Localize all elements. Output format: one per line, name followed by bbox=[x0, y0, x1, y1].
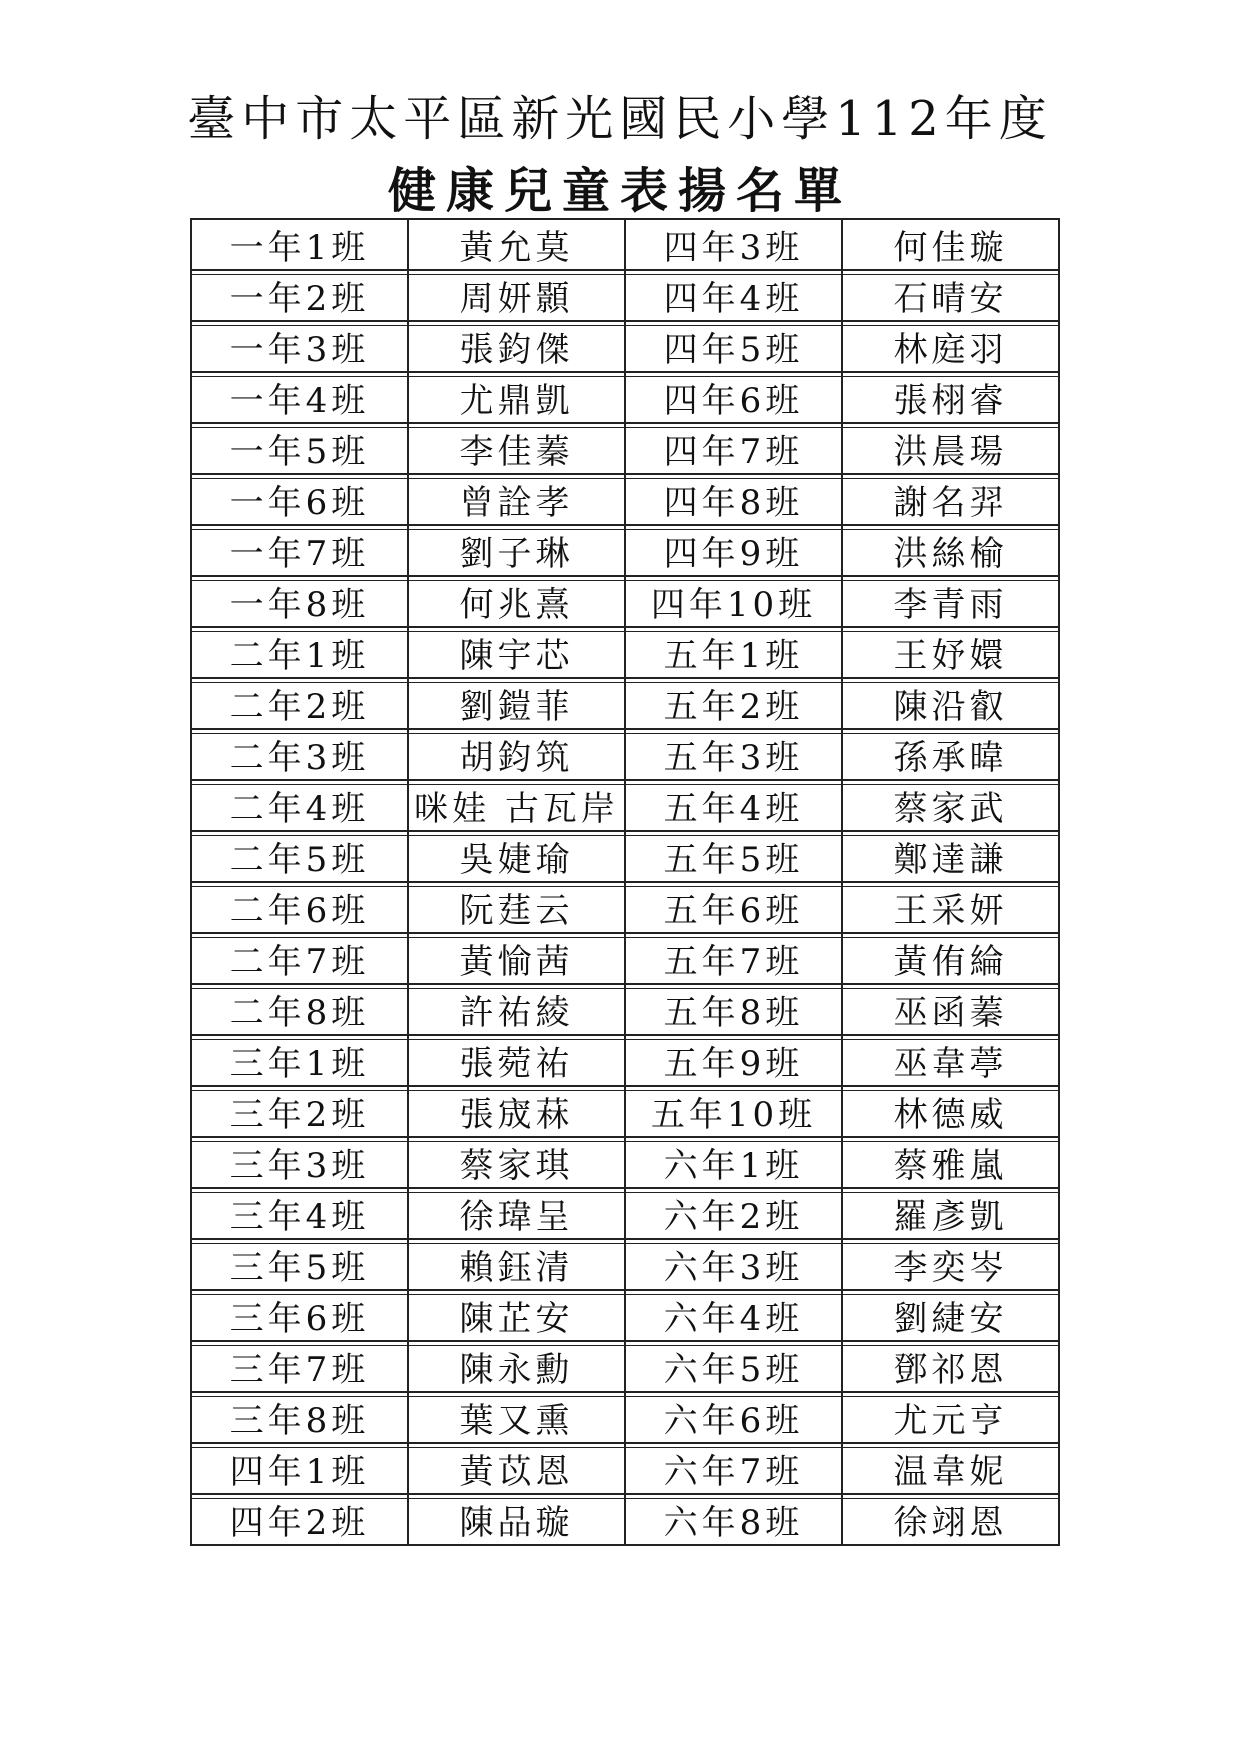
class-cell: 四年1班 bbox=[190, 1442, 407, 1493]
class-cell: 四年4班 bbox=[624, 269, 841, 320]
student-name-cell: 胡鈞筑 bbox=[407, 728, 624, 779]
document-title: 臺中市太平區新光國民小學112年度 bbox=[187, 91, 1053, 147]
class-cell: 五年1班 bbox=[624, 626, 841, 677]
class-cell: 一年4班 bbox=[190, 371, 407, 422]
class-cell: 三年4班 bbox=[190, 1187, 407, 1238]
student-name-cell: 林德威 bbox=[841, 1085, 1060, 1136]
student-name-cell: 劉緁安 bbox=[841, 1289, 1060, 1340]
table-row bbox=[190, 473, 1060, 524]
class-cell: 四年3班 bbox=[624, 218, 841, 269]
table-row bbox=[190, 1340, 1060, 1391]
class-cell: 五年10班 bbox=[624, 1085, 841, 1136]
class-cell: 三年7班 bbox=[190, 1340, 407, 1391]
table-row bbox=[190, 1238, 1060, 1289]
class-cell: 五年7班 bbox=[624, 932, 841, 983]
student-name-cell: 鄧祁恩 bbox=[841, 1340, 1060, 1391]
class-cell: 四年8班 bbox=[624, 473, 841, 524]
table-row bbox=[190, 1391, 1060, 1442]
student-name-cell: 黃允莫 bbox=[407, 218, 624, 269]
table-row bbox=[190, 269, 1060, 320]
class-cell: 五年8班 bbox=[624, 983, 841, 1034]
class-cell: 一年3班 bbox=[190, 320, 407, 371]
class-cell: 六年7班 bbox=[624, 1442, 841, 1493]
student-name-cell: 賴鈺清 bbox=[407, 1238, 624, 1289]
table-row bbox=[190, 1136, 1060, 1187]
class-cell: 一年6班 bbox=[190, 473, 407, 524]
class-cell: 三年8班 bbox=[190, 1391, 407, 1442]
student-name-cell: 李青雨 bbox=[841, 575, 1060, 626]
table-row bbox=[190, 1493, 1060, 1546]
table-row bbox=[190, 932, 1060, 983]
class-cell: 六年2班 bbox=[624, 1187, 841, 1238]
student-name-cell: 黃侑綸 bbox=[841, 932, 1060, 983]
student-name-cell: 林庭羽 bbox=[841, 320, 1060, 371]
student-name-cell: 張菀祐 bbox=[407, 1034, 624, 1085]
student-name-cell: 蔡家武 bbox=[841, 779, 1060, 830]
class-cell: 一年5班 bbox=[190, 422, 407, 473]
class-cell: 二年7班 bbox=[190, 932, 407, 983]
student-name-cell: 謝名羿 bbox=[841, 473, 1060, 524]
table-row bbox=[190, 371, 1060, 422]
class-cell: 六年8班 bbox=[624, 1493, 841, 1546]
class-cell: 二年3班 bbox=[190, 728, 407, 779]
student-name-cell: 張鈞傑 bbox=[407, 320, 624, 371]
class-cell: 四年7班 bbox=[624, 422, 841, 473]
class-cell: 四年9班 bbox=[624, 524, 841, 575]
student-name-cell: 巫函蓁 bbox=[841, 983, 1060, 1034]
student-name-cell: 蔡雅嵐 bbox=[841, 1136, 1060, 1187]
table-row bbox=[190, 626, 1060, 677]
table-row bbox=[190, 983, 1060, 1034]
table-row bbox=[190, 1442, 1060, 1493]
student-name-cell: 劉鎧菲 bbox=[407, 677, 624, 728]
student-name-cell: 張宬菻 bbox=[407, 1085, 624, 1136]
class-cell: 五年6班 bbox=[624, 881, 841, 932]
class-cell: 一年8班 bbox=[190, 575, 407, 626]
table-row bbox=[190, 422, 1060, 473]
student-name-cell: 阮莛云 bbox=[407, 881, 624, 932]
class-cell: 四年6班 bbox=[624, 371, 841, 422]
student-name-cell: 吳婕瑜 bbox=[407, 830, 624, 881]
class-cell: 五年2班 bbox=[624, 677, 841, 728]
class-cell: 二年5班 bbox=[190, 830, 407, 881]
student-name-cell: 羅彥凱 bbox=[841, 1187, 1060, 1238]
table-row bbox=[190, 1289, 1060, 1340]
student-name-cell: 張栩睿 bbox=[841, 371, 1060, 422]
student-name-cell: 徐翊恩 bbox=[841, 1493, 1060, 1546]
student-name-cell: 曾詮孝 bbox=[407, 473, 624, 524]
student-name-cell: 黃苡恩 bbox=[407, 1442, 624, 1493]
student-name-cell: 尤元亨 bbox=[841, 1391, 1060, 1442]
student-name-cell: 陳沿叡 bbox=[841, 677, 1060, 728]
student-name-cell: 陳永勳 bbox=[407, 1340, 624, 1391]
student-name-cell: 徐瑋呈 bbox=[407, 1187, 624, 1238]
class-cell: 一年1班 bbox=[190, 218, 407, 269]
student-name-cell: 鄭達謙 bbox=[841, 830, 1060, 881]
honor-roll-table-body bbox=[190, 218, 1060, 1546]
student-name-cell: 李奕岑 bbox=[841, 1238, 1060, 1289]
class-cell: 二年8班 bbox=[190, 983, 407, 1034]
student-name-cell: 許祐綾 bbox=[407, 983, 624, 1034]
class-cell: 三年1班 bbox=[190, 1034, 407, 1085]
table-row bbox=[190, 881, 1060, 932]
table-row bbox=[190, 218, 1060, 269]
class-cell: 一年7班 bbox=[190, 524, 407, 575]
class-cell: 四年5班 bbox=[624, 320, 841, 371]
student-name-cell: 洪晨瑒 bbox=[841, 422, 1060, 473]
table-row bbox=[190, 677, 1060, 728]
class-cell: 三年2班 bbox=[190, 1085, 407, 1136]
student-name-cell: 孫承暐 bbox=[841, 728, 1060, 779]
table-row bbox=[190, 524, 1060, 575]
class-cell: 二年6班 bbox=[190, 881, 407, 932]
table-row bbox=[190, 779, 1060, 830]
class-cell: 三年6班 bbox=[190, 1289, 407, 1340]
student-name-cell: 陳宇芯 bbox=[407, 626, 624, 677]
class-cell: 一年2班 bbox=[190, 269, 407, 320]
table-row bbox=[190, 830, 1060, 881]
student-name-cell: 何兆熹 bbox=[407, 575, 624, 626]
class-cell: 四年10班 bbox=[624, 575, 841, 626]
class-cell: 二年2班 bbox=[190, 677, 407, 728]
student-name-cell: 李佳蓁 bbox=[407, 422, 624, 473]
student-name-cell: 王妤嬛 bbox=[841, 626, 1060, 677]
student-name-cell: 劉子琳 bbox=[407, 524, 624, 575]
student-name-cell: 温韋妮 bbox=[841, 1442, 1060, 1493]
table-row bbox=[190, 1034, 1060, 1085]
student-name-cell: 洪絲榆 bbox=[841, 524, 1060, 575]
table-row bbox=[190, 320, 1060, 371]
student-name-cell: 周妍顥 bbox=[407, 269, 624, 320]
document-subtitle: 健康兒童表揚名單 bbox=[387, 163, 852, 219]
class-cell: 六年5班 bbox=[624, 1340, 841, 1391]
class-cell: 三年5班 bbox=[190, 1238, 407, 1289]
student-name-cell: 尤鼎凱 bbox=[407, 371, 624, 422]
student-name-cell: 蔡家琪 bbox=[407, 1136, 624, 1187]
student-name-cell: 葉又熏 bbox=[407, 1391, 624, 1442]
table-row bbox=[190, 728, 1060, 779]
class-cell: 五年3班 bbox=[624, 728, 841, 779]
student-name-cell: 陳芷安 bbox=[407, 1289, 624, 1340]
honor-roll-table bbox=[190, 218, 1060, 1546]
student-name-cell: 何佳璇 bbox=[841, 218, 1060, 269]
student-name-cell: 巫韋葶 bbox=[841, 1034, 1060, 1085]
table-row bbox=[190, 1085, 1060, 1136]
class-cell: 三年3班 bbox=[190, 1136, 407, 1187]
document-header bbox=[0, 88, 1240, 222]
student-name-cell: 陳品璇 bbox=[407, 1493, 624, 1546]
class-cell: 四年2班 bbox=[190, 1493, 407, 1546]
student-name-cell: 石晴安 bbox=[841, 269, 1060, 320]
class-cell: 六年6班 bbox=[624, 1391, 841, 1442]
class-cell: 二年1班 bbox=[190, 626, 407, 677]
class-cell: 六年4班 bbox=[624, 1289, 841, 1340]
student-name-cell: 王采妍 bbox=[841, 881, 1060, 932]
table-row bbox=[190, 1187, 1060, 1238]
table-row bbox=[190, 575, 1060, 626]
class-cell: 六年3班 bbox=[624, 1238, 841, 1289]
student-name-cell: 咪娃 古瓦岸 bbox=[407, 779, 624, 830]
class-cell: 五年9班 bbox=[624, 1034, 841, 1085]
class-cell: 五年4班 bbox=[624, 779, 841, 830]
class-cell: 六年1班 bbox=[624, 1136, 841, 1187]
class-cell: 二年4班 bbox=[190, 779, 407, 830]
class-cell: 五年5班 bbox=[624, 830, 841, 881]
student-name-cell: 黃愉茜 bbox=[407, 932, 624, 983]
